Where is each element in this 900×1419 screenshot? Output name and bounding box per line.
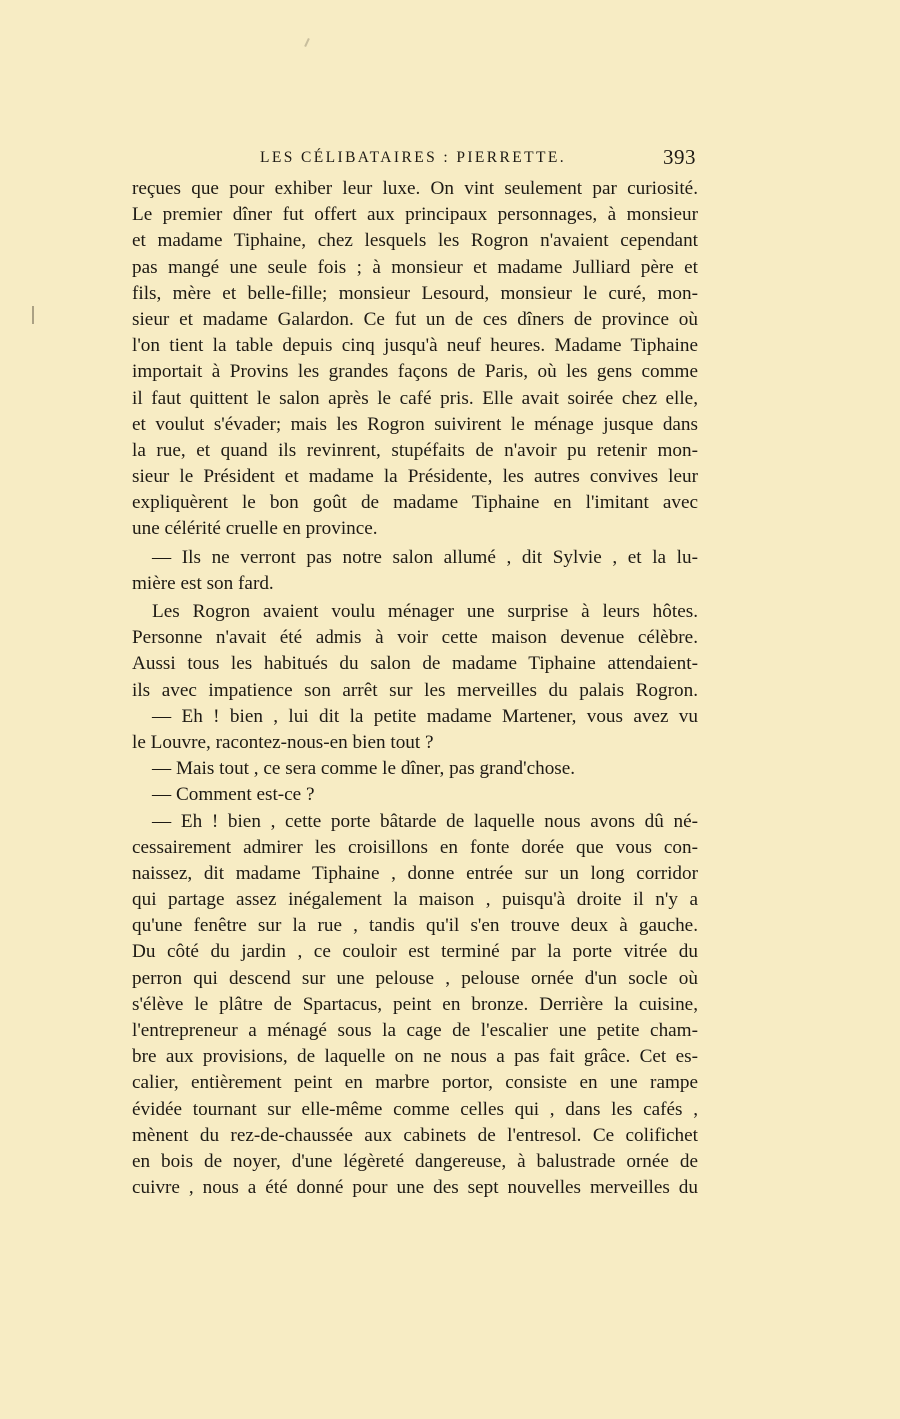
text-line: qu'une fenêtre sur la rue , tandis qu'il s'en trouve deux à gauche. [132, 915, 698, 937]
text-line: il faut quittent le salon après le café pris. Elle avait soirée chez elle, [132, 387, 698, 409]
running-head [130, 143, 698, 173]
text-line: — Ils ne verront pas notre salon allumé , dit Sylvie , et la lu- [152, 546, 698, 568]
text-line: et voulut s'évader; mais les Rogron suivirent le ménage jusque dans [132, 413, 698, 435]
top-speck-mark [304, 38, 310, 47]
text-line: et madame Tiphaine, chez lesquels les Rogron n'avaient cependant [132, 230, 698, 252]
text-line: le Louvre, racontez-nous-en bien tout ? [132, 731, 434, 753]
text-line: mière est son fard. [132, 572, 274, 594]
text-line: — Mais tout , ce sera comme le dîner, pas grand'chose. [152, 758, 576, 780]
text-line: sieur le Président et madame la Présidente, les autres convives leur [132, 466, 698, 488]
text-line: expliquèrent le bon goût de madame Tiphaine en l'imitant avec [132, 492, 698, 514]
text-line: Du côté du jardin , ce couloir est terminé par la porte vitrée du [132, 941, 698, 963]
text-line: évidée tournant sur elle-même comme celles qui , dans les cafés , [132, 1098, 698, 1120]
text-line: importait à Provins les grandes façons de Paris, où les gens comme [132, 361, 698, 383]
text-line: l'entrepreneur a ménagé sous la cage de l'escalier une petite cham- [132, 1020, 698, 1041]
text-line: l'on tient la table depuis cinq jusqu'à neuf heures. Madame Tiphaine [132, 335, 698, 357]
text-line: cessairement admirer les croisillons en fonte dorée que vous con- [132, 836, 698, 858]
text-line: Les Rogron avaient voulu ménager une surprise à leurs hôtes. [152, 601, 698, 622]
text-line: calier, entièrement peint en marbre portor, consiste en une rampe [132, 1072, 698, 1094]
text-line: sieur et madame Galardon. Ce fut un de ces dîners de province où [132, 308, 698, 330]
text-line: pas mangé une seule fois ; à monsieur et madame Julliard père et [132, 256, 698, 278]
text-line: — Comment est-ce ? [152, 784, 315, 806]
text-line: — Eh ! bien , cette porte bâtarde de laquelle nous avons dû né- [152, 810, 698, 832]
text-line: Le premier dîner fut offert aux principaux personnages, à monsieur [132, 204, 698, 226]
body-text [132, 176, 698, 1201]
margin-speck-mark [32, 306, 34, 324]
text-line: mènent du rez-de-chaussée aux cabinets de l'entresol. Ce colifichet [132, 1124, 698, 1146]
text-line: — Eh ! bien , lui dit la petite madame Martener, vous avez vu [152, 705, 698, 727]
text-line: ils avec impatience son arrêt sur les merveilles du palais Rogron. [132, 679, 698, 701]
text-line: Aussi tous les habitués du salon de madame Tiphaine attendaient- [132, 653, 698, 675]
text-line: naissez, dit madame Tiphaine , donne entrée sur un long corridor [132, 862, 698, 884]
text-line: reçues que pour exhiber leur luxe. On vint seulement par curiosité. [132, 178, 698, 199]
text-line: la rue, et quand ils revinrent, stupéfaits de n'avoir pu retenir mon- [132, 439, 698, 461]
text-line: bre aux provisions, de laquelle on ne nous a pas fait grâce. Cet es- [132, 1046, 698, 1068]
text-line: une célérité cruelle en province. [132, 518, 378, 540]
text-line: perron qui descend sur une pelouse , pelouse ornée d'un socle où [132, 967, 698, 989]
page-number: 393 [663, 145, 696, 169]
text-line: en bois de noyer, d'une légèreté dangereuse, à balustrade ornée de [132, 1150, 698, 1172]
text-line: s'élève le plâtre de Spartacus, peint en bronze. Derrière la cuisine, [132, 993, 698, 1015]
running-title: LES CÉLIBATAIRES : PIERRETTE. [260, 149, 567, 166]
text-line: qui partage assez inégalement la maison , puisqu'à droite il n'y a [132, 889, 698, 911]
text-line: Personne n'avait été admis à voir cette maison devenue célèbre. [132, 627, 698, 649]
text-line: fils, mère et belle-fille; monsieur Lesourd, monsieur le curé, mon- [132, 282, 698, 304]
text-line: cuivre , nous a été donné pour une des sept nouvelles merveilles du [132, 1177, 698, 1199]
